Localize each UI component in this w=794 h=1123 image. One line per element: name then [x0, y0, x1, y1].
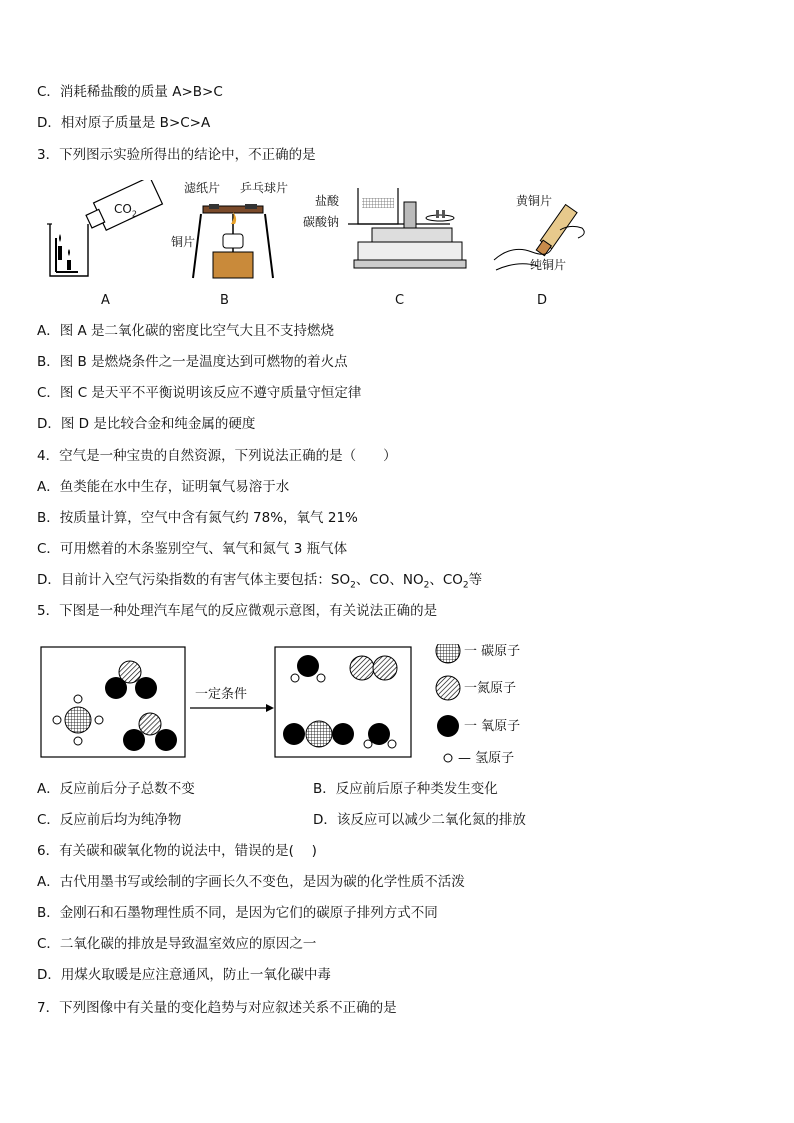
q4-option-d: D．目前计入空气污染指数的有害气体主要包括：$SO_2$、CO、$NO_2$、$CO_2$等	[37, 572, 483, 591]
figure-a-caption: A	[101, 293, 110, 308]
q6-option-c: C．二氧化碳的排放是导致温室效应的原因之一	[37, 936, 317, 952]
na2co3-label: 碳酸钠	[303, 215, 340, 229]
figure-a-co2-candles	[44, 180, 164, 280]
q6-stem: 6．有关碳和碳氧化物的说法中，错误的是( )	[37, 843, 317, 859]
figure-d-caption: D	[537, 293, 548, 308]
q5-option-a: A．反应前后分子总数不变	[37, 781, 195, 797]
q3-option-d: D．图 D 是比较合金和纯金属的硬度	[37, 416, 256, 432]
legend-hydrogen: — 氢原子	[458, 751, 515, 766]
q3-stem: 3．下列图示实验所得出的结论中，不正确的是	[37, 147, 316, 163]
legend-oxygen: 一 氧原子	[464, 719, 521, 734]
q3-option-b: B．图 B 是燃烧条件之一是温度达到可燃物的着火点	[37, 354, 348, 370]
pingpong-label: 乒乓球片	[240, 181, 289, 195]
brass-label: 黄铜片	[516, 194, 553, 208]
q7-stem: 7．下列图像中有关量的变化趋势与对应叙述关系不正确的是	[37, 1000, 397, 1016]
figure-b-caption: B	[220, 293, 229, 308]
q5-option-d: D．该反应可以减少二氧化氮的排放	[313, 812, 526, 828]
legend-carbon: 一 碳原子	[464, 644, 521, 659]
q3-option-c: C．图 C 是天平不平衡说明该反应不遵守质量守恒定律	[37, 385, 362, 401]
q4-option-c: C．可用燃着的木条鉴别空气、氧气和氮气 3 瓶气体	[37, 541, 348, 557]
figure-d-scratch-test	[490, 190, 590, 280]
q5-option-b: B．反应前后原子种类发生变化	[313, 781, 498, 797]
q4-option-b: B．按质量计算，空气中含有氮气约 78%，氧气 21%	[37, 510, 358, 526]
q2-option-d: D．相对原子质量是 B>C>A	[37, 115, 211, 131]
q4-option-a: A．鱼类能在水中生存，证明氧气易溶于水	[37, 479, 290, 495]
q3-option-a: A．图 A 是二氧化碳的密度比空气大且不支持燃烧	[37, 323, 335, 339]
filter-paper-label: 滤纸片	[184, 181, 221, 195]
q5-option-c: C．反应前后均为纯净物	[37, 812, 182, 828]
q6-option-d: D．用煤火取暖是应注意通风，防止一氧化碳中毒	[37, 967, 331, 983]
legend-nitrogen: 一氮原子	[464, 681, 517, 696]
pure-copper-label: 纯铜片	[530, 258, 567, 272]
figure-c-caption: C	[395, 293, 405, 308]
q5-stem: 5．下图是一种处理汽车尾气的反应微观示意图，有关说法正确的是	[37, 603, 438, 619]
figure-b-burning-test	[165, 180, 289, 285]
reaction-micro-diagram	[38, 644, 558, 764]
hcl-label: 盐酸	[315, 194, 340, 208]
figure-c-balance	[300, 180, 470, 280]
copper-sheet-label: 铜片	[171, 235, 196, 249]
q4-stem: 4．空气是一种宝贵的自然资源，下列说法正确的是（ ）	[37, 448, 397, 464]
q2-option-c: C．消耗稀盐酸的质量 A>B>C	[37, 84, 223, 100]
q6-option-b: B．金刚石和石墨物理性质不同，是因为它们的碳原子排列方式不同	[37, 905, 438, 921]
q6-option-a: A．古代用墨书写或绘制的字画长久不变色，是因为碳的化学性质不活泼	[37, 874, 465, 890]
co2-label: $CO_2$	[114, 202, 137, 219]
reaction-condition-label: 一定条件	[195, 687, 248, 702]
